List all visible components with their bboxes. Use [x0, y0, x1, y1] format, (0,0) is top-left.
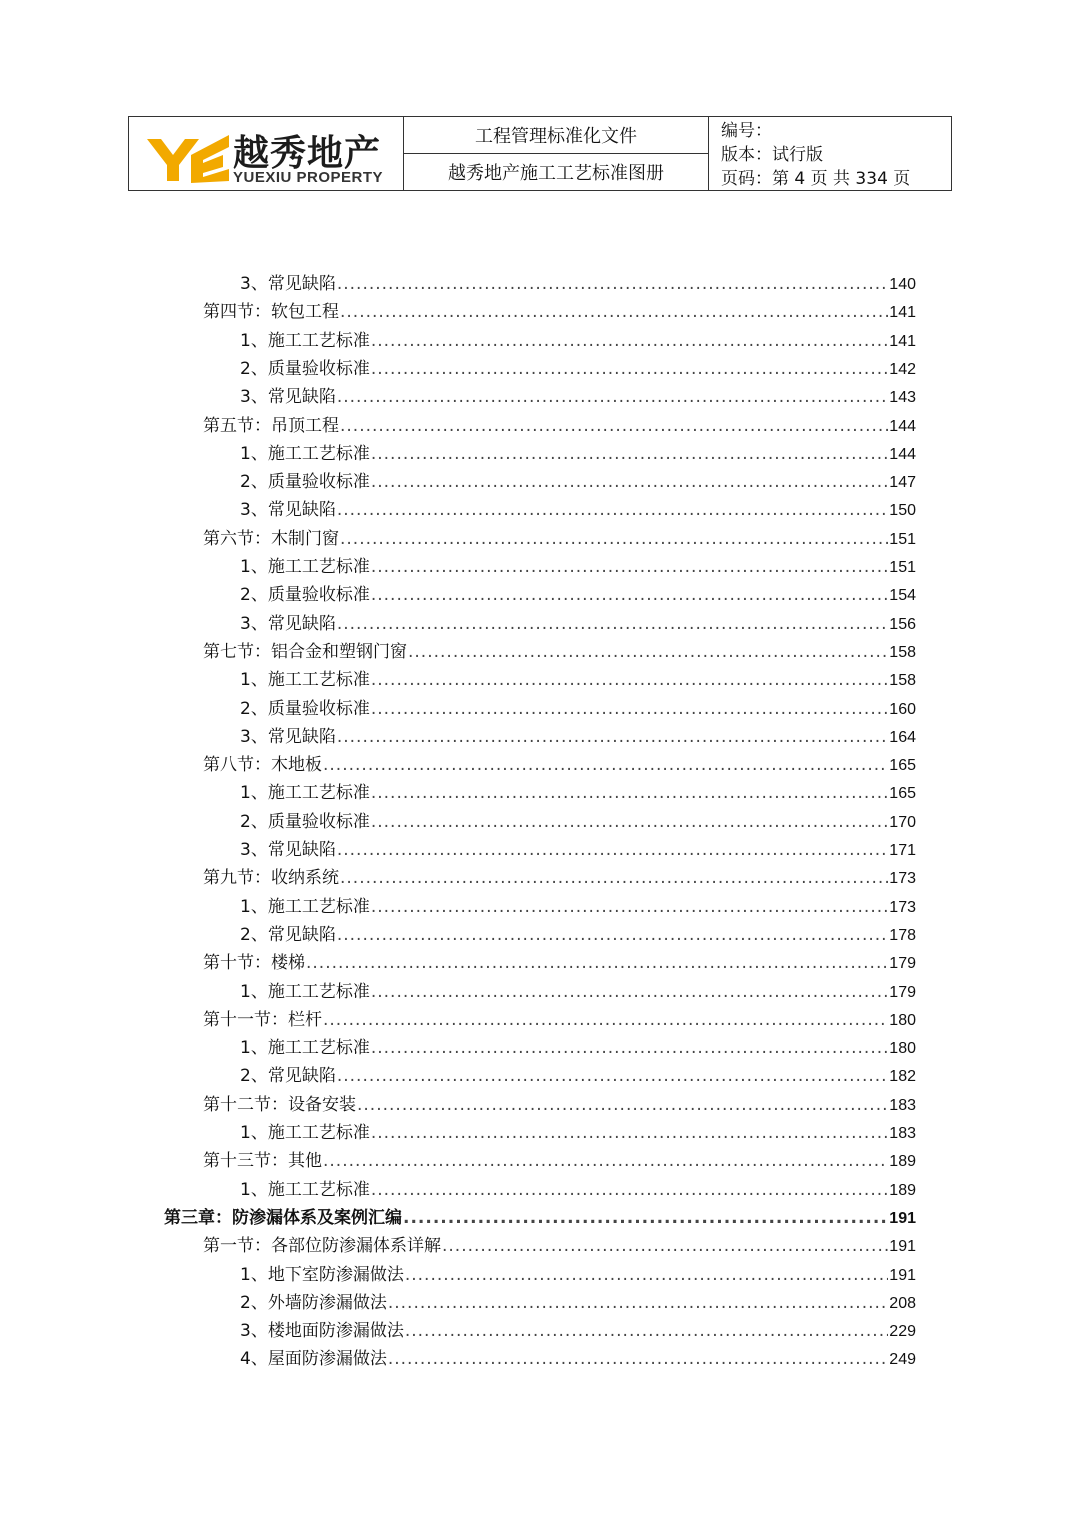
toc-entry-page: 191	[889, 1238, 916, 1256]
toc-entry-label: 1、施工工艺标准	[240, 443, 370, 464]
toc-entry-page: 154	[889, 587, 916, 605]
toc-dot-leader	[371, 327, 888, 355]
toc-dot-leader	[337, 383, 888, 411]
toc-entry-page: 178	[889, 926, 916, 944]
logo-english-name: YUEXIU PROPERTY	[233, 169, 384, 186]
toc-dot-leader	[371, 468, 888, 496]
toc-entry[interactable]	[203, 1091, 916, 1119]
toc-entry[interactable]	[203, 864, 916, 892]
toc-entry-label: 1、地下室防渗漏做法	[240, 1264, 404, 1285]
toc-dot-leader	[306, 949, 888, 977]
toc-dot-leader	[337, 270, 888, 298]
toc-entry-label: 2、质量验收标准	[240, 698, 370, 719]
toc-entry-label: 第十二节：设备安装	[203, 1094, 356, 1115]
toc-entry-label: 2、质量验收标准	[240, 472, 370, 493]
toc-entry-label: 3、常见缺陷	[240, 387, 336, 408]
toc-dot-leader	[340, 525, 888, 553]
toc-entry[interactable]	[240, 383, 916, 411]
toc-entry-page: 183	[889, 1096, 916, 1114]
toc-entry-label: 3、常见缺陷	[240, 613, 336, 634]
toc-entry[interactable]	[240, 1317, 916, 1345]
yuexiu-logo-icon	[147, 133, 229, 183]
toc-entry-label: 第八节：木地板	[203, 755, 322, 776]
toc-entry-page: 164	[889, 728, 916, 746]
toc-entry-page: 158	[889, 643, 916, 661]
toc-entry[interactable]	[203, 1006, 916, 1034]
toc-entry-page: 143	[889, 389, 916, 407]
toc-entry-page: 191	[889, 1209, 916, 1227]
toc-entry-label: 第十一节：栏杆	[203, 1009, 322, 1030]
toc-entry[interactable]	[203, 949, 916, 977]
toc-entry-label: 第七节：铝合金和塑钢门窗	[203, 641, 407, 662]
toc-entry[interactable]	[240, 893, 916, 921]
toc-entry[interactable]	[240, 1289, 916, 1317]
toc-entry-page: 158	[889, 672, 916, 690]
toc-entry[interactable]	[240, 270, 916, 298]
toc-entry-label: 第十节：楼梯	[203, 953, 305, 974]
toc-entry-label: 4、屋面防渗漏做法	[240, 1349, 387, 1370]
version-label: 版本：试行版	[721, 145, 823, 165]
code-label: 编号：	[721, 121, 772, 141]
toc-entry-label: 1、施工工艺标准	[240, 981, 370, 1002]
document-header	[128, 116, 952, 191]
toc-entry[interactable]	[240, 610, 916, 638]
toc-entry-page: 151	[889, 559, 916, 576]
document-title: 越秀地产施工工艺标准图册	[448, 163, 664, 184]
toc-entry-label: 第五节：吊顶工程	[203, 415, 339, 436]
toc-entry-label: 2、常见缺陷	[240, 924, 336, 945]
toc-entry[interactable]	[203, 412, 916, 440]
toc-entry-page: 156	[889, 615, 916, 633]
toc-entry[interactable]	[240, 440, 916, 468]
toc-entry-page: 171	[889, 842, 916, 859]
toc-entry[interactable]	[203, 638, 916, 666]
toc-entry-page: 189	[889, 1181, 916, 1199]
toc-dot-leader	[371, 553, 888, 581]
toc-entry[interactable]	[240, 1119, 916, 1147]
toc-entry-label: 2、常见缺陷	[240, 1066, 336, 1087]
toc-entry-page: 165	[889, 757, 916, 775]
toc-dot-leader	[403, 1204, 888, 1232]
toc-entry-label: 2、质量验收标准	[240, 358, 370, 379]
toc-entry-page: 142	[889, 360, 916, 378]
toc-entry-page: 191	[889, 1266, 916, 1284]
toc-dot-leader	[340, 864, 888, 892]
toc-entry[interactable]	[240, 1345, 916, 1373]
toc-entry-label: 第十三节：其他	[203, 1151, 322, 1172]
toc-dot-leader	[371, 581, 888, 609]
toc-dot-leader	[371, 666, 888, 694]
toc-dot-leader	[323, 751, 888, 779]
toc-dot-leader	[405, 1317, 888, 1345]
logo-chinese-name: 越秀地产	[233, 132, 382, 174]
toc-entry-label: 1、施工工艺标准	[240, 783, 370, 804]
toc-entry-page: 249	[889, 1351, 916, 1369]
toc-entry-label: 2、质量验收标准	[240, 811, 370, 832]
toc-entry-page: 150	[889, 502, 916, 520]
toc-dot-leader	[371, 978, 888, 1006]
toc-entry[interactable]	[240, 836, 916, 864]
company-logo	[129, 117, 404, 190]
toc-entry[interactable]	[240, 553, 916, 581]
toc-dot-leader	[371, 893, 888, 921]
toc-entry-page: 165	[889, 785, 916, 803]
document-title-cell	[404, 117, 709, 190]
toc-entry-label: 1、施工工艺标准	[240, 1123, 370, 1143]
toc-entry[interactable]	[240, 695, 916, 723]
toc-entry-page: 141	[889, 304, 916, 322]
toc-entry-page: 180	[889, 1011, 916, 1029]
toc-entry-label: 第九节：收纳系统	[203, 868, 339, 889]
toc-dot-leader	[371, 440, 888, 468]
toc-entry-label: 3、常见缺陷	[240, 274, 336, 294]
toc-entry-page: 189	[889, 1153, 916, 1171]
toc-dot-leader	[357, 1091, 888, 1119]
toc-entry[interactable]	[203, 751, 916, 779]
toc-entry[interactable]	[240, 468, 916, 496]
toc-dot-leader	[340, 298, 888, 326]
toc-dot-leader	[337, 496, 888, 524]
toc-dot-leader	[323, 1006, 888, 1034]
toc-entry-page: 173	[889, 898, 916, 916]
toc-entry-page: 144	[889, 417, 916, 435]
toc-entry[interactable]	[240, 779, 916, 807]
toc-entry-label: 1、施工工艺标准	[240, 557, 370, 577]
toc-entry[interactable]	[203, 1232, 916, 1260]
document-type: 工程管理标准化文件	[404, 117, 708, 154]
toc-entry[interactable]	[240, 581, 916, 609]
toc-entry[interactable]	[240, 1176, 916, 1204]
toc-entry-label: 1、施工工艺标准	[240, 1179, 370, 1200]
toc-entry[interactable]	[240, 978, 916, 1006]
toc-dot-leader	[371, 1176, 888, 1204]
toc-entry-label: 1、施工工艺标准	[240, 670, 370, 691]
toc-entry-page: 147	[889, 474, 916, 492]
toc-entry-label: 1、施工工艺标准	[240, 330, 370, 351]
toc-dot-leader	[371, 1034, 888, 1062]
toc-entry[interactable]	[240, 808, 916, 836]
toc-dot-leader	[371, 1119, 888, 1147]
toc-entry-page: 179	[889, 983, 916, 1001]
toc-entry-page: 141	[889, 332, 916, 350]
document-meta-cell	[709, 117, 951, 190]
toc-entry[interactable]	[240, 921, 916, 949]
toc-entry-page: 173	[889, 870, 916, 888]
toc-entry[interactable]	[240, 327, 916, 355]
toc-dot-leader	[340, 412, 888, 440]
toc-entry-page: 140	[889, 276, 916, 293]
toc-dot-leader	[371, 695, 888, 723]
toc-dot-leader	[337, 921, 888, 949]
page-number-label: 页码：第 4 页 共 334 页	[721, 169, 911, 189]
toc-entry-label: 3、楼地面防渗漏做法	[240, 1321, 404, 1342]
toc-dot-leader	[337, 723, 888, 751]
toc-entry-label: 第四节：软包工程	[203, 302, 339, 323]
toc-entry-label: 第一节：各部位防渗漏体系详解	[203, 1236, 441, 1257]
toc-entry-label: 3、常见缺陷	[240, 726, 336, 747]
toc-dot-leader	[371, 808, 888, 836]
toc-entry-page: 229	[889, 1323, 916, 1341]
toc-dot-leader	[323, 1147, 888, 1175]
toc-entry-page: 180	[889, 1040, 916, 1058]
toc-entry[interactable]	[240, 496, 916, 524]
toc-entry[interactable]	[240, 1062, 916, 1090]
toc-entry[interactable]	[203, 525, 916, 553]
toc-entry[interactable]	[240, 355, 916, 383]
toc-entry-label: 2、质量验收标准	[240, 585, 370, 606]
toc-dot-leader	[371, 355, 888, 383]
toc-dot-leader	[337, 836, 888, 864]
toc-entry-label: 1、施工工艺标准	[240, 896, 370, 917]
toc-entry[interactable]	[240, 1034, 916, 1062]
toc-dot-leader	[408, 638, 888, 666]
toc-entry-page: 182	[889, 1068, 916, 1086]
toc-dot-leader	[337, 1062, 888, 1090]
toc-entry-page: 208	[889, 1294, 916, 1312]
toc-dot-leader	[388, 1345, 888, 1373]
toc-entry[interactable]	[240, 1261, 916, 1289]
toc-entry[interactable]	[240, 666, 916, 694]
toc-dot-leader	[371, 779, 888, 807]
toc-entry-page: 170	[889, 813, 916, 831]
toc-entry-page: 144	[889, 445, 916, 463]
toc-entry-label: 3、常见缺陷	[240, 500, 336, 521]
toc-entry-label: 第六节：木制门窗	[203, 528, 339, 549]
toc-entry-page: 179	[889, 955, 916, 973]
toc-dot-leader	[337, 610, 888, 638]
toc-entry[interactable]	[240, 723, 916, 751]
toc-entry[interactable]	[164, 1204, 916, 1232]
toc-entry-page: 183	[889, 1125, 916, 1142]
toc-dot-leader	[442, 1232, 888, 1260]
toc-entry[interactable]	[203, 298, 916, 326]
toc-entry-label: 2、外墙防渗漏做法	[240, 1292, 387, 1313]
toc-entry-label: 1、施工工艺标准	[240, 1038, 370, 1059]
toc-dot-leader	[405, 1261, 888, 1289]
toc-entry-label: 第三章：防渗漏体系及案例汇编	[164, 1207, 402, 1228]
toc-entry-label: 3、常见缺陷	[240, 840, 336, 860]
toc-entry-page: 160	[889, 700, 916, 718]
toc-entry-page: 151	[889, 530, 916, 548]
toc-entry[interactable]	[203, 1147, 916, 1175]
toc-dot-leader	[388, 1289, 888, 1317]
